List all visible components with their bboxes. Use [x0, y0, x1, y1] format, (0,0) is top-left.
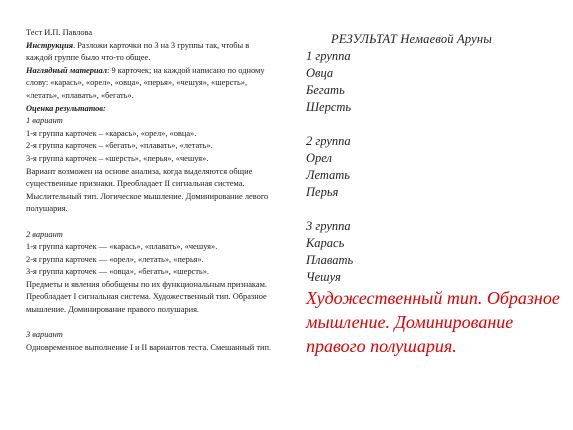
variant-2-line: 2-я группа карточек — «орел», «летать», «перья».: [26, 254, 204, 264]
variant-1-line: 3-я группа карточек – «шерсть», «перья», «чешуя».: [26, 153, 209, 163]
group-1-item: Шерсть: [306, 100, 352, 114]
material-paragraph: [26, 65, 276, 103]
group-2-title: 2 группа: [306, 134, 351, 148]
variant-2-line: 1-я группа карточек — «карась», «плавать», «чешуя».: [26, 242, 218, 252]
group-1-item: Бегать: [306, 83, 345, 97]
group-3-title: 3 группа: [306, 219, 351, 233]
group-3-item: Карась: [306, 236, 345, 250]
instruction-label: Инструкция: [26, 40, 74, 50]
variant-2-label: 2 вариант: [26, 229, 63, 239]
material-label: Наглядный материал: [26, 65, 108, 75]
group-2-item: Орел: [306, 151, 332, 165]
variant-3-description: Одновременное выполнение I и II вариантов теста. Смешанный тип.: [26, 342, 272, 352]
material-text: : 9 карточек; на каждой написано по одному слову: «карась», «орел», «овца», «перья», «чешуя», «шерсть», «летать», «плавать», «бегать».: [26, 65, 265, 100]
evaluation-heading: Оценка результатов:: [26, 103, 106, 113]
variant-2-description: Предметы и явления обобщены по их функциональным признакам. Преобладает I сигнальная система. Художественный тип. Образное мышление. Доминирование правого полушария.: [26, 279, 267, 315]
group-3-item: Плавать: [306, 253, 354, 267]
result-panel: [306, 31, 568, 358]
result-heading: РЕЗУЛЬТАТ Немаевой Аруны: [331, 32, 492, 46]
group-1-item: Овца: [306, 66, 334, 80]
group-2-item: Перья: [306, 185, 339, 199]
group-1-title: 1 группа: [306, 49, 351, 63]
variant-2-line: 3-я группа карточек — «овца», «бегать», «шерсть».: [26, 267, 209, 277]
result-conclusion: Художественный тип. Образное мышление. Доминирование правого полушария.: [306, 288, 560, 356]
variant-1-line: 1-я группа карточек – «карась», «орел», «овца».: [26, 128, 197, 138]
variant-3-label: 3 вариант: [26, 330, 63, 340]
variant-1-label: 1 вариант: [26, 116, 63, 126]
instruction-paragraph: [26, 40, 276, 65]
group-3-item: Чешуя: [306, 270, 341, 284]
test-description: [26, 27, 276, 354]
variant-1-line: 2-я группа карточек – «бегать», «плавать», «летать».: [26, 141, 213, 151]
instruction-text: . Разложи карточки по 3 на 3 группы так, чтобы в каждой группе было что-то общее.: [26, 40, 250, 63]
test-title: Тест И.П. Павлова: [26, 28, 93, 37]
variant-1-description: Вариант возможен на основе анализа, когда выделяются общие существенные признаки. Преобладает II сигнальная система. Мыслительный тип. Логическое мышление. Доминирование левого полушария.: [26, 166, 269, 214]
group-2-item: Летать: [306, 168, 350, 182]
